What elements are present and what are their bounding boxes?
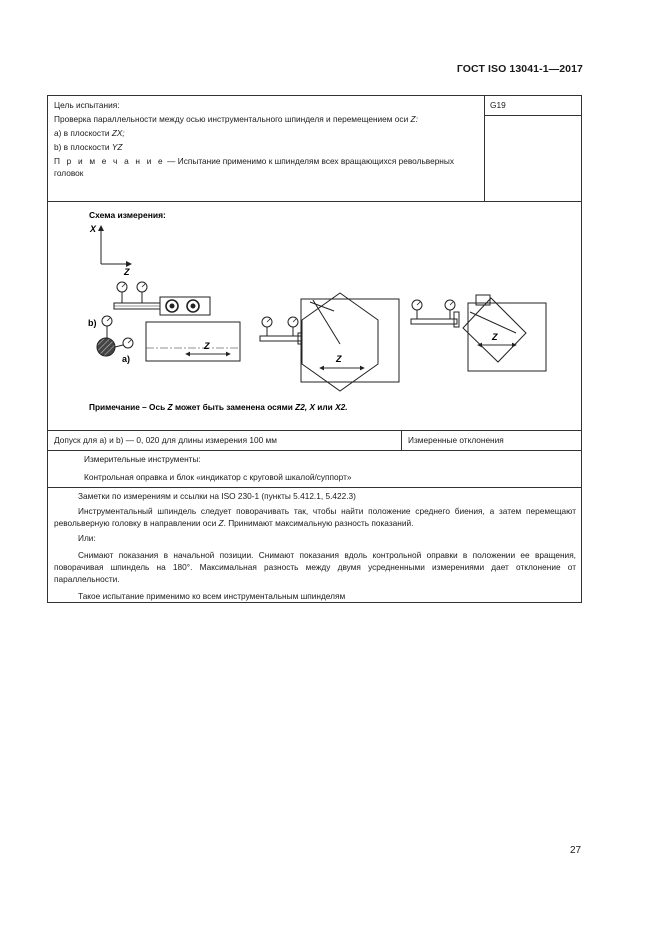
test-sheet-table	[47, 95, 582, 603]
objective-text: Проверка параллельности между осью инструментального шпинделя и перемещением оси Z:	[54, 114, 418, 124]
divider-tolerance-bottom	[48, 450, 581, 451]
axis-z-label: Z	[124, 267, 130, 277]
notes-paragraph-3: Такое испытание применимо ко всем инструментальным шпинделям	[78, 591, 346, 601]
spindle-housing	[160, 297, 210, 315]
dim-z-2: Z	[336, 354, 342, 364]
axes-indicator	[89, 224, 131, 277]
turret-body	[146, 322, 240, 361]
divider-tolerance	[401, 430, 402, 450]
view-rotated	[411, 295, 546, 371]
notes-cell	[54, 490, 576, 602]
turret-frame-3	[468, 303, 546, 371]
axis-x-label: X	[90, 224, 97, 234]
turret-diagonal	[313, 300, 340, 344]
mandrel-section	[97, 338, 115, 356]
notes-reference: Заметки по измерениям и ссылки на ISO 230-1 (пункты 5.412.1, 5.422.3)	[78, 491, 356, 501]
notes-or: Или:	[78, 533, 96, 543]
label-a: a)	[122, 354, 131, 364]
dim-z-3: Z	[492, 332, 498, 342]
dim-z-1: Z	[204, 341, 210, 351]
objective-label: Цель испытания:	[54, 100, 120, 110]
rotated-turret	[463, 298, 526, 362]
objective-cell	[54, 99, 482, 179]
test-code: G19	[490, 100, 506, 110]
instruments-cell	[84, 453, 574, 483]
divider-instruments	[48, 487, 581, 488]
view-side	[88, 282, 240, 364]
tolerance-text: Допуск для а) и b) — 0, 020 для длины измерения 100 мм	[54, 435, 277, 445]
divider-code-column	[484, 96, 485, 201]
label-b: b)	[88, 318, 97, 328]
page-number: 27	[570, 845, 582, 856]
view-front	[260, 293, 399, 391]
test-mandrel-2	[260, 336, 302, 341]
divider-diagram	[48, 430, 581, 431]
hexagon-turret	[302, 293, 378, 391]
test-mandrel-3	[411, 319, 457, 324]
document-code: ГОСТ ISO 13041-1—2017	[456, 63, 583, 75]
instruments-label: Измерительные инструменты:	[84, 454, 201, 464]
item-b: b) в плоскости YZ	[54, 142, 123, 152]
measured-deviations-label: Измеренные отклонения	[408, 435, 504, 445]
objective-note: П р и м е ч а н и е — Испытание применимо к шпинделям всех вращающихся револьверных головок	[54, 156, 455, 178]
turret-frame	[301, 299, 399, 382]
diagram-note: Примечание – Ось Z может быть заменена осями Z2, X или X2.	[89, 402, 348, 412]
diagram-title: Схема измерения:	[89, 210, 166, 220]
notes-paragraph-1: Инструментальный шпиндель следует поворачивать так, чтобы найти положение среднего биения, а затем перемещают револьверную головку в направлении оси Z. Принимают максимальную разность показаний.	[54, 506, 576, 528]
divider-code-cell	[484, 115, 582, 116]
measurement-diagram	[48, 202, 581, 430]
diagram-cell	[48, 202, 581, 430]
item-a: а) в плоскости ZX;	[54, 128, 125, 138]
instruments-text: Контрольная оправка и блок «индикатор с круговой шкалой/суппорт»	[84, 472, 352, 482]
notes-paragraph-2: Снимают показания в начальной позиции. Снимают показания вдоль контрольной оправки в положении ее вращения, поворачивая шпиндель на 180°. Максимальная разность между двумя усредненными измерениями дает отклонение от параллельности.	[54, 550, 576, 584]
